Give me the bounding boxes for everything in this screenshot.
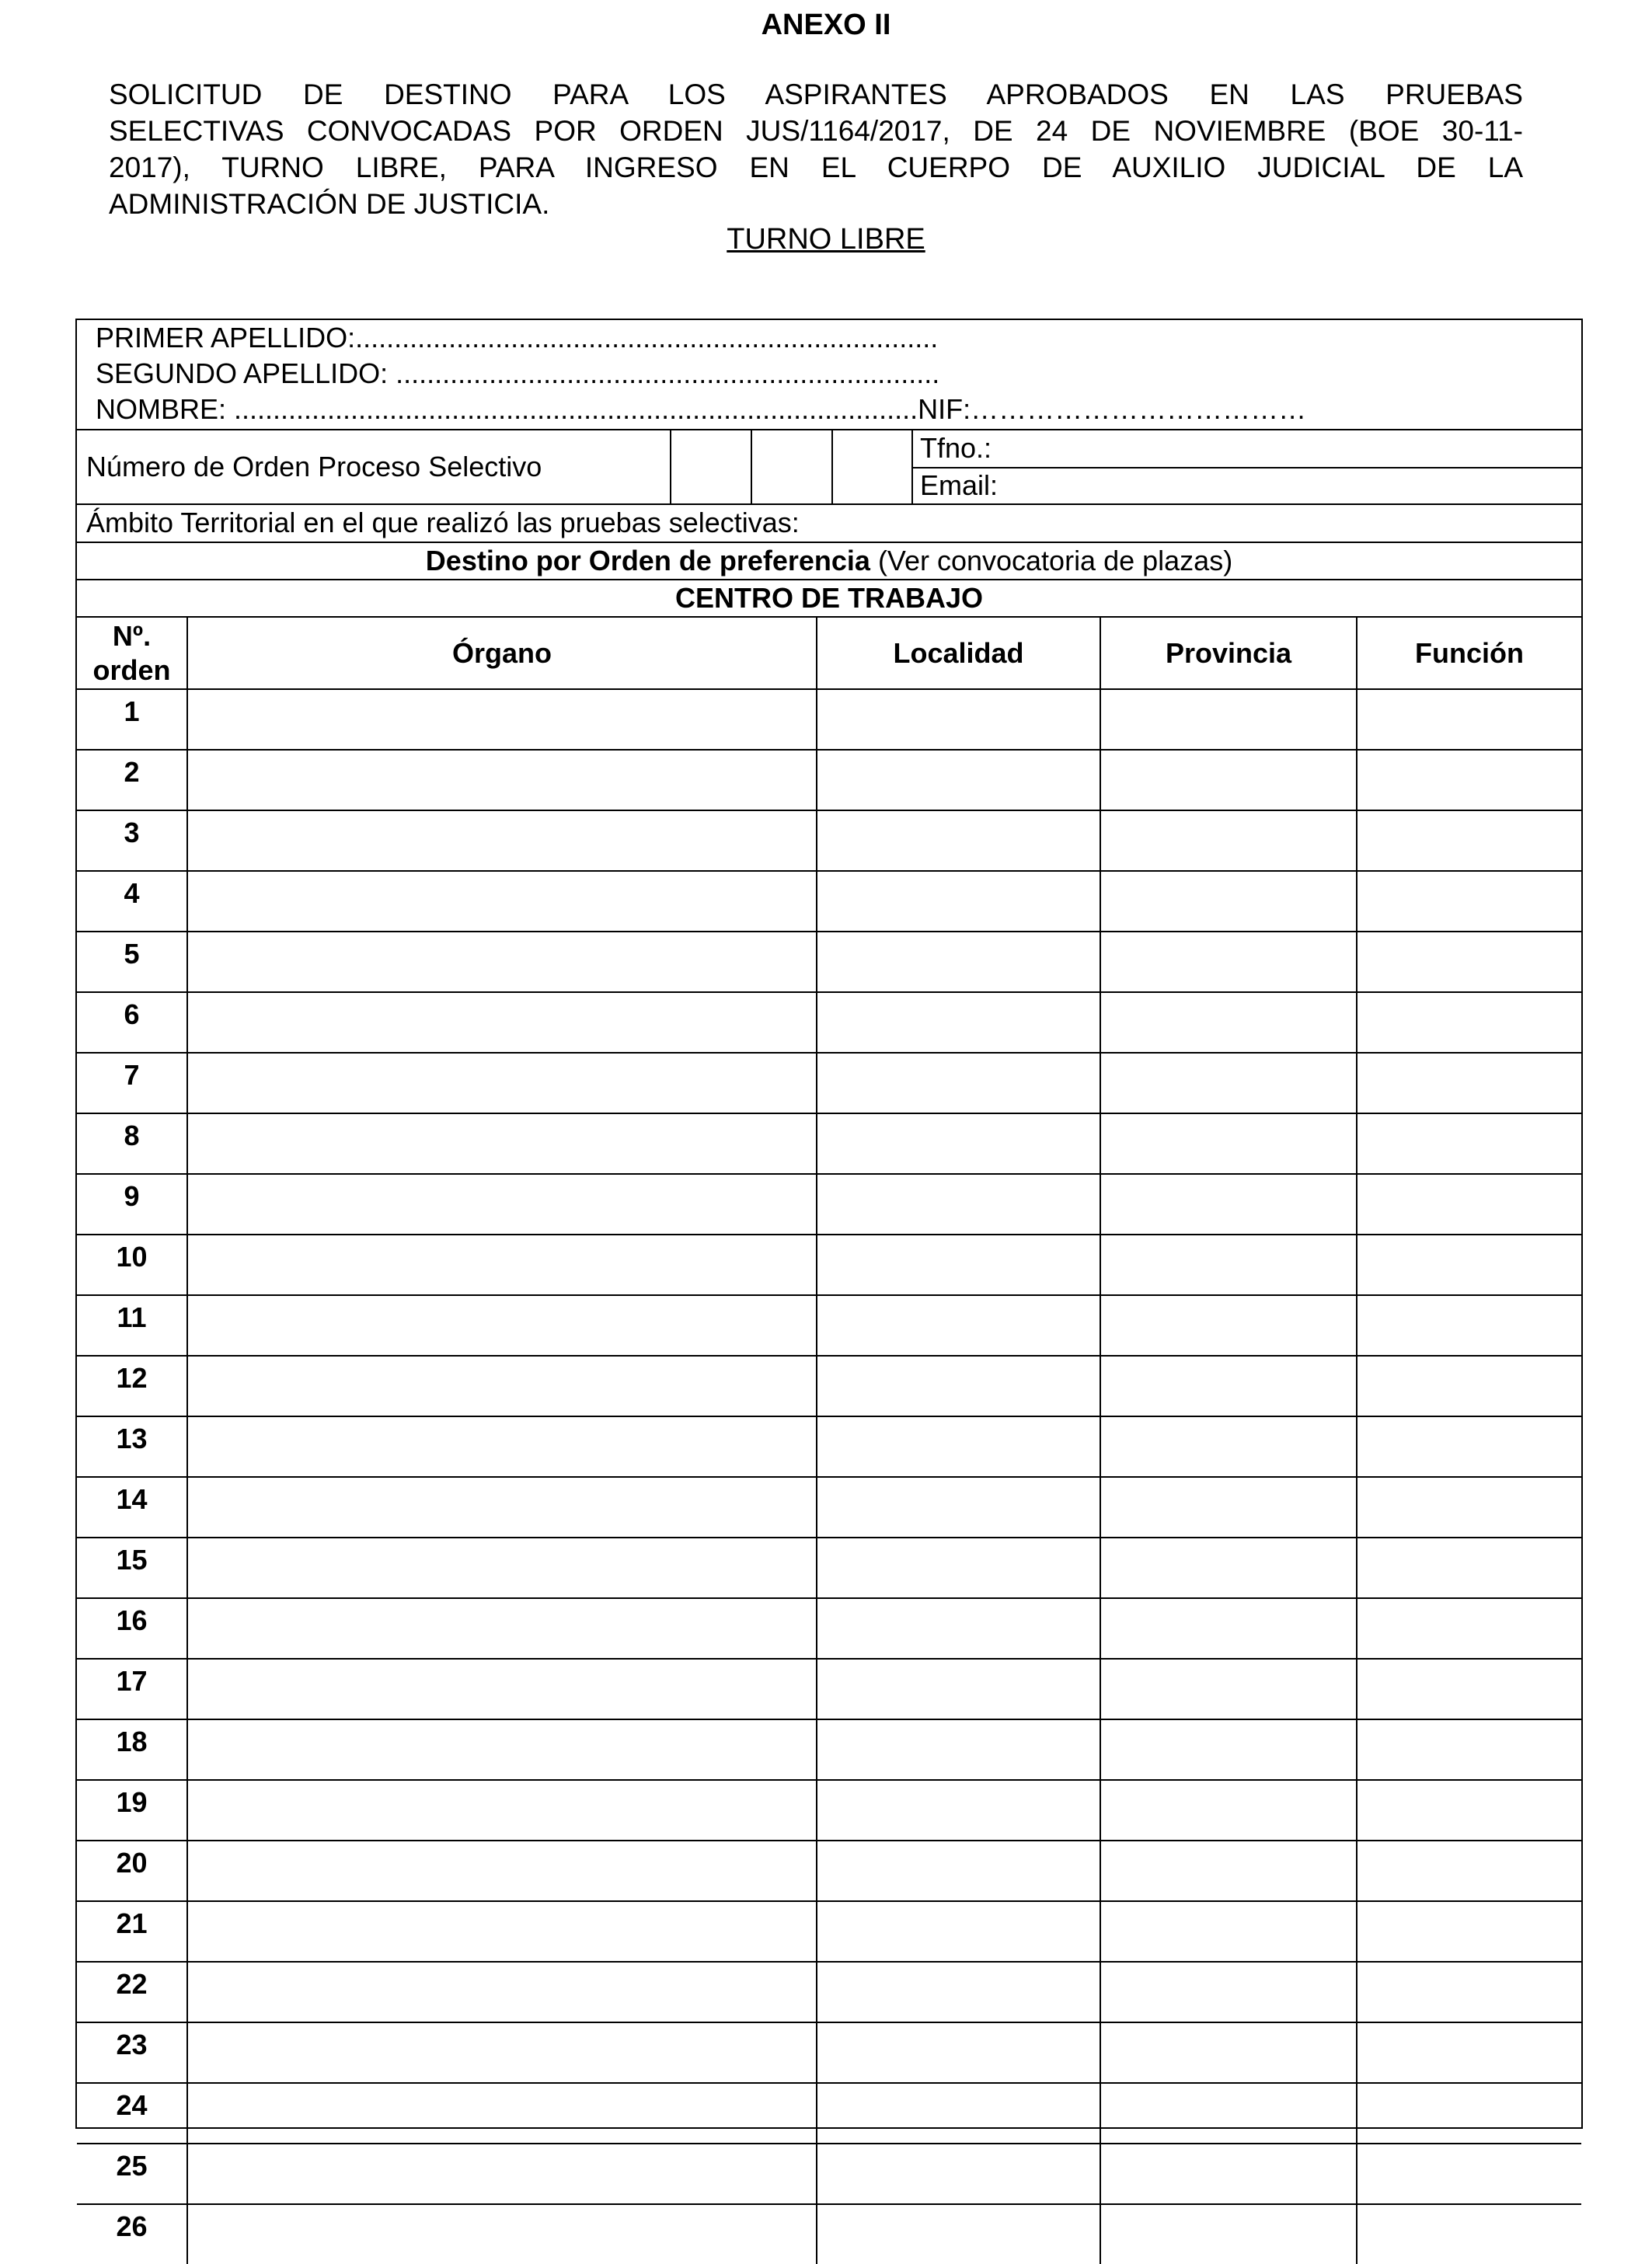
table-row <box>77 1053 1581 1113</box>
provincia-cell[interactable] <box>1100 932 1357 992</box>
table-row <box>77 2144 1581 2204</box>
organo-cell[interactable] <box>187 2144 817 2204</box>
ambito-territorial-field[interactable]: Ámbito Territorial en el que realizó las pruebas selectivas: <box>86 507 800 538</box>
organo-cell[interactable] <box>187 1235 817 1295</box>
organo-cell[interactable] <box>187 1113 817 1174</box>
ambito-territorial-row <box>77 505 1581 543</box>
intro-paragraph <box>109 76 1523 222</box>
provincia-cell[interactable] <box>1100 2144 1357 2204</box>
provincia-cell[interactable] <box>1100 1235 1357 1295</box>
table-row <box>77 1477 1581 1538</box>
row-number: 8 <box>77 1113 187 1174</box>
localidad-cell[interactable] <box>817 1113 1100 1174</box>
localidad-cell[interactable] <box>817 2144 1100 2204</box>
funcion-cell[interactable] <box>1357 871 1581 932</box>
funcion-cell[interactable] <box>1357 1598 1581 1659</box>
segundo-apellido-field[interactable]: SEGUNDO APELLIDO: ...................................................................... <box>96 357 940 389</box>
provincia-cell[interactable] <box>1100 810 1357 871</box>
provincia-cell[interactable] <box>1100 1901 1357 1962</box>
localidad-cell[interactable] <box>817 2022 1100 2083</box>
row-number: 15 <box>77 1538 187 1598</box>
localidad-cell[interactable] <box>817 1659 1100 1719</box>
funcion-cell[interactable] <box>1357 1962 1581 2022</box>
localidad-cell[interactable] <box>817 1901 1100 1962</box>
header-localidad: Localidad <box>817 618 1100 689</box>
intro-line: SELECTIVAS CONVOCADAS POR ORDEN JUS/1164/2017, DE 24 DE NOVIEMBRE (BOE 30-11- <box>109 115 1523 147</box>
localidad-cell[interactable] <box>817 689 1100 750</box>
row-number: 2 <box>77 750 187 810</box>
intro-line: ADMINISTRACIÓN DE JUSTICIA. <box>109 188 550 220</box>
funcion-cell[interactable] <box>1357 1053 1581 1113</box>
provincia-cell[interactable] <box>1100 1053 1357 1113</box>
funcion-cell[interactable] <box>1357 810 1581 871</box>
provincia-cell[interactable] <box>1100 1598 1357 1659</box>
row-number: 25 <box>77 2144 187 2204</box>
localidad-cell[interactable] <box>817 1477 1100 1538</box>
header-num-orden <box>77 618 187 689</box>
preferences-table <box>77 618 1581 2264</box>
row-number: 17 <box>77 1659 187 1719</box>
funcion-cell[interactable] <box>1357 1235 1581 1295</box>
funcion-cell[interactable] <box>1357 750 1581 810</box>
intro-line: 2017), TURNO LIBRE, PARA INGRESO EN EL CUERPO DE AUXILIO JUDICIAL DE LA <box>109 152 1523 183</box>
centro-trabajo-row <box>77 580 1581 618</box>
localidad-cell[interactable] <box>817 810 1100 871</box>
provincia-cell[interactable] <box>1100 1538 1357 1598</box>
table-row <box>77 1719 1581 1780</box>
header-num-line2: orden <box>92 653 171 686</box>
provincia-cell[interactable] <box>1100 1659 1357 1719</box>
localidad-cell[interactable] <box>817 1295 1100 1356</box>
row-number: 12 <box>77 1356 187 1416</box>
row-number: 6 <box>77 992 187 1053</box>
localidad-cell[interactable] <box>817 1053 1100 1113</box>
primer-apellido-field[interactable]: PRIMER APELLIDO:........................................................................... <box>96 322 939 354</box>
divider <box>911 467 1581 468</box>
organo-cell[interactable] <box>187 1053 817 1113</box>
funcion-cell[interactable] <box>1357 1356 1581 1416</box>
row-number: 18 <box>77 1719 187 1780</box>
row-number: 22 <box>77 1962 187 2022</box>
email-field[interactable]: Email: <box>920 469 999 501</box>
row-number: 10 <box>77 1235 187 1295</box>
funcion-cell[interactable] <box>1357 1113 1581 1174</box>
row-number: 16 <box>77 1598 187 1659</box>
table-row <box>77 1841 1581 1901</box>
organo-cell[interactable] <box>187 1901 817 1962</box>
provincia-cell[interactable] <box>1100 1719 1357 1780</box>
funcion-cell[interactable] <box>1357 1841 1581 1901</box>
row-number: 21 <box>77 1901 187 1962</box>
numero-orden-section <box>77 430 1581 505</box>
funcion-cell[interactable] <box>1357 689 1581 750</box>
table-row <box>77 1901 1581 1962</box>
table-header-row <box>77 618 1581 689</box>
intro-line: SOLICITUD DE DESTINO PARA LOS ASPIRANTES APROBADOS EN LAS PRUEBAS <box>109 78 1523 110</box>
organo-cell[interactable] <box>187 1841 817 1901</box>
table-row <box>77 1295 1581 1356</box>
funcion-cell[interactable] <box>1357 1174 1581 1235</box>
provincia-cell[interactable] <box>1100 2204 1357 2264</box>
personal-data-section <box>77 320 1581 430</box>
organo-cell[interactable] <box>187 1416 817 1477</box>
row-number: 19 <box>77 1780 187 1841</box>
provincia-cell[interactable] <box>1100 871 1357 932</box>
funcion-cell[interactable] <box>1357 1901 1581 1962</box>
header-organo: Órgano <box>187 618 817 689</box>
header-funcion: Función <box>1357 618 1581 689</box>
funcion-cell[interactable] <box>1357 2204 1581 2264</box>
organo-cell[interactable] <box>187 1659 817 1719</box>
row-number: 13 <box>77 1416 187 1477</box>
row-number: 20 <box>77 1841 187 1901</box>
organo-cell[interactable] <box>187 2204 817 2264</box>
table-row <box>77 871 1581 932</box>
localidad-cell[interactable] <box>817 2204 1100 2264</box>
table-row <box>77 689 1581 750</box>
organo-cell[interactable] <box>187 1295 817 1356</box>
table-row <box>77 2204 1581 2264</box>
organo-cell[interactable] <box>187 1538 817 1598</box>
provincia-cell[interactable] <box>1100 992 1357 1053</box>
organo-cell[interactable] <box>187 1719 817 1780</box>
provincia-cell[interactable] <box>1100 1174 1357 1235</box>
provincia-cell[interactable] <box>1100 2083 1357 2144</box>
localidad-cell[interactable] <box>817 1962 1100 2022</box>
localidad-cell[interactable] <box>817 871 1100 932</box>
table-row <box>77 1962 1581 2022</box>
localidad-cell[interactable] <box>817 932 1100 992</box>
table-row <box>77 1598 1581 1659</box>
localidad-cell[interactable] <box>817 1356 1100 1416</box>
centro-trabajo-heading: CENTRO DE TRABAJO <box>674 582 984 614</box>
localidad-cell[interactable] <box>817 1841 1100 1901</box>
localidad-cell[interactable] <box>817 1780 1100 1841</box>
tfno-field[interactable]: Tfno.: <box>920 432 992 464</box>
funcion-cell[interactable] <box>1357 2144 1581 2204</box>
table-row <box>77 1113 1581 1174</box>
organo-cell[interactable] <box>187 992 817 1053</box>
funcion-cell[interactable] <box>1357 1295 1581 1356</box>
application-form <box>75 319 1583 2242</box>
preferences-body <box>77 689 1581 2264</box>
localidad-cell[interactable] <box>817 1598 1100 1659</box>
table-row <box>77 1780 1581 1841</box>
destino-heading <box>77 543 1581 579</box>
table-row <box>77 810 1581 871</box>
localidad-cell[interactable] <box>817 750 1100 810</box>
table-row <box>77 1356 1581 1416</box>
organo-cell[interactable] <box>187 2083 817 2144</box>
localidad-cell[interactable] <box>817 1174 1100 1235</box>
provincia-cell[interactable] <box>1100 750 1357 810</box>
funcion-cell[interactable] <box>1357 1416 1581 1477</box>
funcion-cell[interactable] <box>1357 1659 1581 1719</box>
funcion-cell[interactable] <box>1357 2083 1581 2144</box>
header-num-line1: Nº. <box>112 619 152 652</box>
organo-cell[interactable] <box>187 1962 817 2022</box>
table-row <box>77 1416 1581 1477</box>
organo-cell[interactable] <box>187 871 817 932</box>
organo-cell[interactable] <box>187 810 817 871</box>
funcion-cell[interactable] <box>1357 2022 1581 2083</box>
funcion-cell[interactable] <box>1357 1477 1581 1538</box>
organo-cell[interactable] <box>187 2022 817 2083</box>
numero-orden-label: Número de Orden Proceso Selectivo <box>86 451 542 482</box>
destino-row <box>77 543 1581 580</box>
localidad-cell[interactable] <box>817 1235 1100 1295</box>
table-row <box>77 1235 1581 1295</box>
table-row <box>77 1659 1581 1719</box>
provincia-cell[interactable] <box>1100 1416 1357 1477</box>
destino-note: (Ver convocatoria de plazas) <box>870 545 1233 576</box>
row-number: 1 <box>77 689 187 750</box>
table-row <box>77 2022 1581 2083</box>
annex-title: ANEXO II <box>761 9 891 41</box>
provincia-cell[interactable] <box>1100 1356 1357 1416</box>
row-number: 5 <box>77 932 187 992</box>
provincia-cell[interactable] <box>1100 1841 1357 1901</box>
provincia-cell[interactable] <box>1100 689 1357 750</box>
provincia-cell[interactable] <box>1100 1477 1357 1538</box>
row-number: 11 <box>77 1295 187 1356</box>
row-number: 14 <box>77 1477 187 1538</box>
row-number: 7 <box>77 1053 187 1113</box>
localidad-cell[interactable] <box>817 1416 1100 1477</box>
localidad-cell[interactable] <box>817 1538 1100 1598</box>
table-row <box>77 1538 1581 1598</box>
table-row <box>77 1174 1581 1235</box>
localidad-cell[interactable] <box>817 1719 1100 1780</box>
organo-cell[interactable] <box>187 932 817 992</box>
table-row <box>77 932 1581 992</box>
nombre-nif-field[interactable]: NOMBRE: ........................................................................................NIF:……………………………… <box>96 393 1307 425</box>
row-number: 9 <box>77 1174 187 1235</box>
funcion-cell[interactable] <box>1357 1719 1581 1780</box>
numero-orden-box-2[interactable] <box>752 430 831 503</box>
organo-cell[interactable] <box>187 689 817 750</box>
organo-cell[interactable] <box>187 750 817 810</box>
provincia-cell[interactable] <box>1100 1962 1357 2022</box>
provincia-cell[interactable] <box>1100 2022 1357 2083</box>
header-provincia: Provincia <box>1100 618 1357 689</box>
row-number: 23 <box>77 2022 187 2083</box>
localidad-cell[interactable] <box>817 992 1100 1053</box>
localidad-cell[interactable] <box>817 2083 1100 2144</box>
row-number: 3 <box>77 810 187 871</box>
table-row <box>77 992 1581 1053</box>
table-row <box>77 2083 1581 2144</box>
organo-cell[interactable] <box>187 1780 817 1841</box>
provincia-cell[interactable] <box>1100 1780 1357 1841</box>
destino-bold-text: Destino por Orden de preferencia <box>425 545 870 576</box>
row-number: 26 <box>77 2204 187 2264</box>
row-number: 24 <box>77 2083 187 2144</box>
organo-cell[interactable] <box>187 1477 817 1538</box>
numero-orden-box-1[interactable] <box>671 430 751 503</box>
funcion-cell[interactable] <box>1357 992 1581 1053</box>
organo-cell[interactable] <box>187 1356 817 1416</box>
organo-cell[interactable] <box>187 1174 817 1235</box>
funcion-cell[interactable] <box>1357 1780 1581 1841</box>
provincia-cell[interactable] <box>1100 1295 1357 1356</box>
numero-orden-box-3[interactable] <box>833 430 911 503</box>
turno-heading: TURNO LIBRE <box>727 223 925 256</box>
funcion-cell[interactable] <box>1357 1538 1581 1598</box>
row-number: 4 <box>77 871 187 932</box>
funcion-cell[interactable] <box>1357 932 1581 992</box>
organo-cell[interactable] <box>187 1598 817 1659</box>
table-row <box>77 750 1581 810</box>
provincia-cell[interactable] <box>1100 1113 1357 1174</box>
